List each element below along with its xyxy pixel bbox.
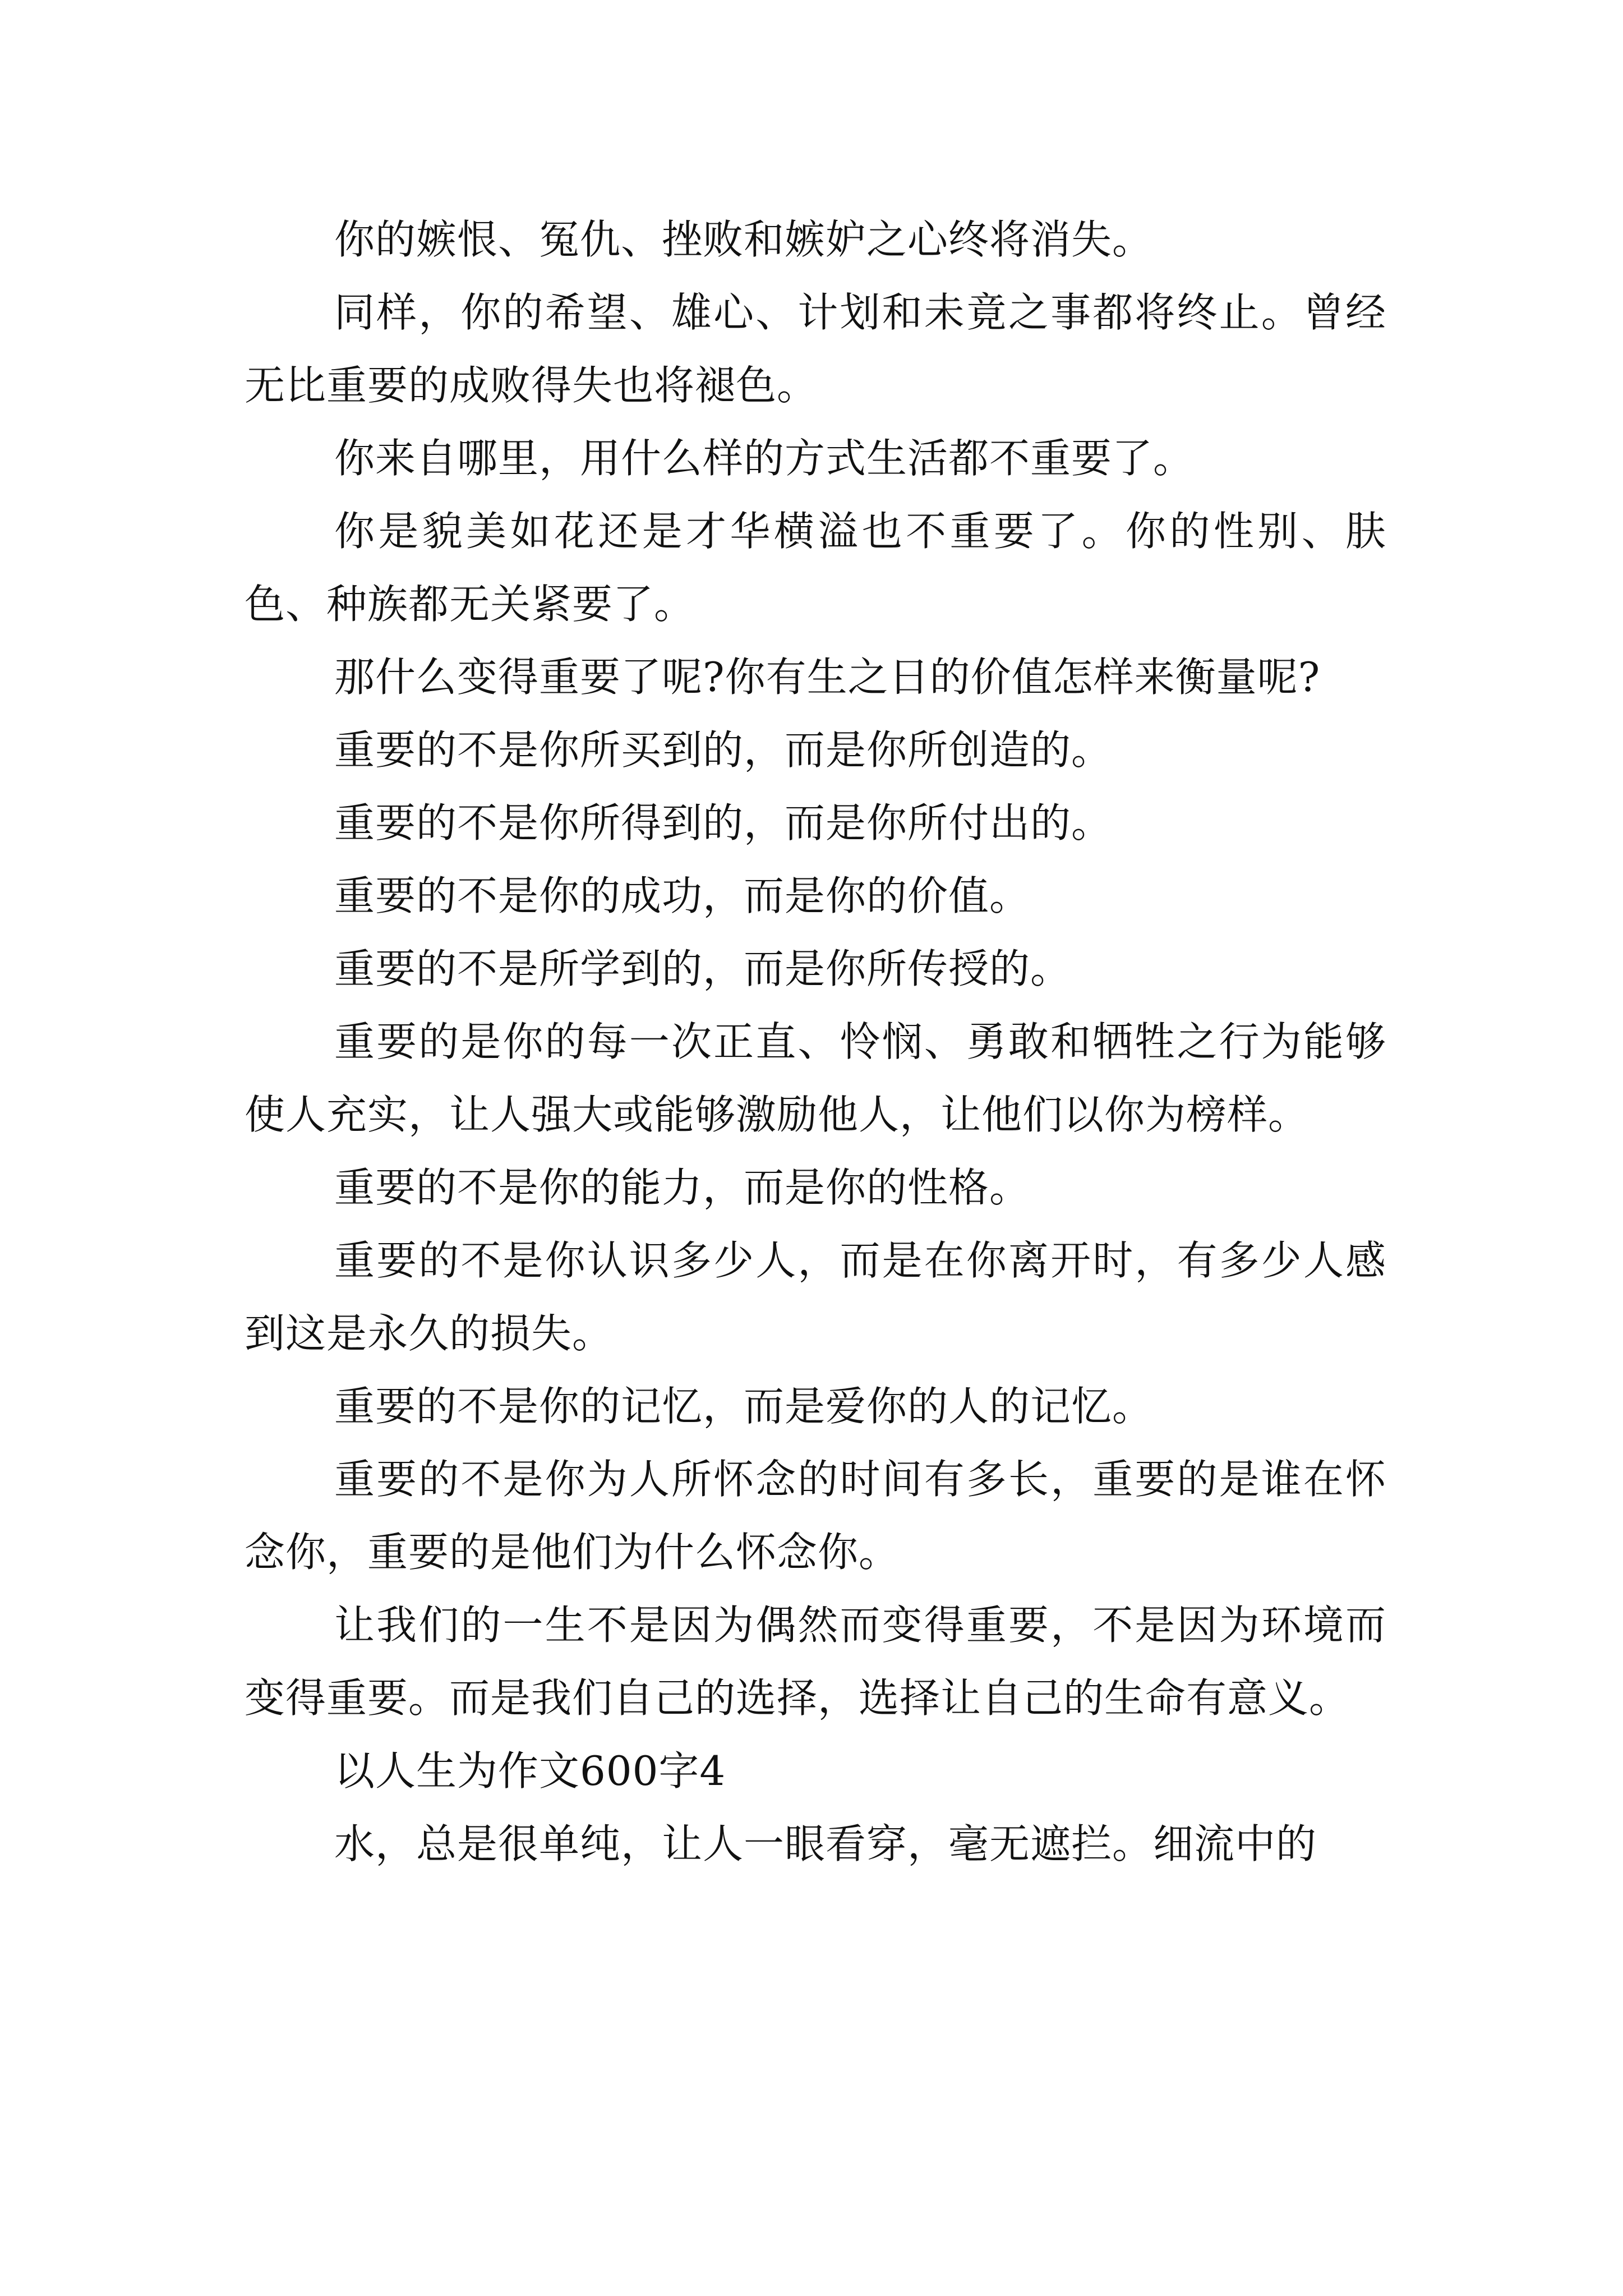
paragraph: 那什么变得重要了呢?你有生之日的价值怎样来衡量呢? [334,654,1321,701]
paragraph: 让我们的一生不是因为偶然而变得重要，不是因为环境而变得重要。而是我们自己的选择，选择让自己的生命有意义。 [245,1602,1386,1722]
paragraph: 重要的不是你认识多少人，而是在你离开时，有多少人感到这是永久的损失。 [245,1237,1386,1357]
paragraph: 重要的不是你所买到的，而是你所创造的。 [334,726,1113,774]
document-body [245,203,1386,1880]
paragraph: 你来自哪里，用什么样的方式生活都不重要了。 [334,435,1195,482]
paragraph: 重要的是你的每一次正直、怜悯、勇敢和牺牲之行为能够使人充实，让人强大或能够激励他人，让他们以你为榜样。 [245,1018,1386,1138]
section-heading: 以人生为作文600字4 [334,1747,726,1795]
paragraph: 重要的不是你的记忆，而是爱你的人的记忆。 [334,1383,1154,1430]
paragraph: 重要的不是你的成功，而是你的价值。 [334,872,1031,919]
paragraph: 重要的不是所学到的，而是你所传授的。 [334,945,1072,992]
paragraph: 重要的不是你为人所怀念的时间有多长，重要的是谁在怀念你，重要的是他们为什么怀念你。 [245,1456,1386,1576]
paragraph: 你的嫉恨、冤仇、挫败和嫉妒之心终将消失。 [334,216,1154,263]
paragraph: 重要的不是你的能力，而是你的性格。 [334,1164,1031,1211]
paragraph: 你是貌美如花还是才华横溢也不重要了。你的性别、肤色、种族都无关紧要了。 [245,508,1386,628]
paragraph: 同样，你的希望、雄心、计划和未竟之事都将终止。曾经无比重要的成败得失也将褪色。 [245,289,1386,409]
paragraph: 水，总是很单纯，让人一眼看穿，毫无遮拦。细流中的 [334,1820,1317,1867]
paragraph: 重要的不是你所得到的，而是你所付出的。 [334,799,1113,846]
